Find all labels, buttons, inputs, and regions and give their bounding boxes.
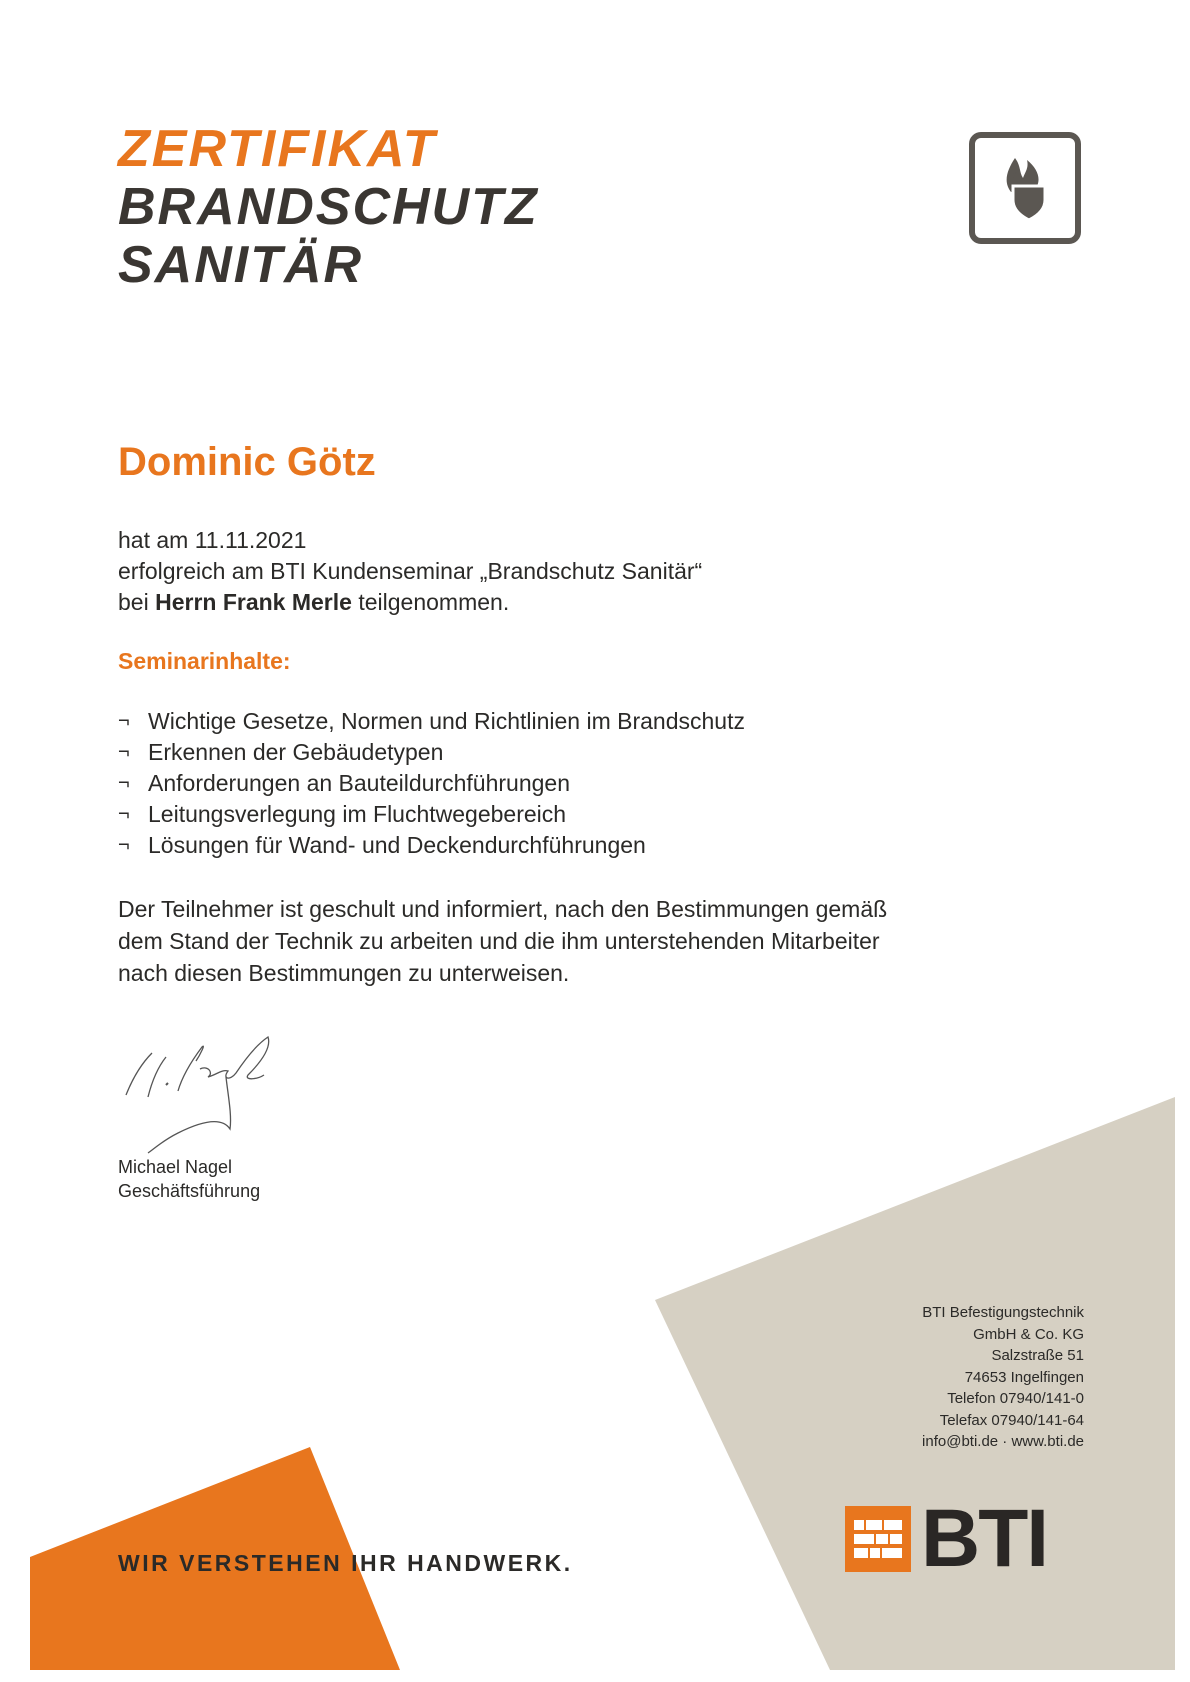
company-street: Salzstraße 51 [991, 1347, 1084, 1364]
company-phone: Telefon 07940/141-0 [947, 1390, 1084, 1407]
list-item [118, 799, 745, 830]
bti-logo [845, 1493, 1085, 1584]
bullet-icon: ¬ [118, 710, 130, 732]
topic-text: Wichtige Gesetze, Normen und Richtlinien im Brandschutz [148, 708, 745, 734]
company-fax: Telefax 07940/141-64 [939, 1411, 1084, 1429]
company-line-2: GmbH & Co. KG [973, 1325, 1084, 1343]
date-line [118, 525, 702, 556]
seminar-line: erfolgreich am BTI Kundenseminar „Brandschutz Sanitär“ [118, 558, 703, 584]
topic-text: Anforderungen an Bauteildurchführungen [148, 770, 570, 796]
seminar-heading: Seminarinhalte: [118, 648, 291, 674]
conclusion-line-3: nach diesen Bestimmungen zu unterweisen. [118, 960, 570, 986]
instructor-prefix: bei [118, 589, 149, 615]
instructor-suffix: teilgenommen. [358, 589, 510, 615]
topic-text: Leitungsverlegung im Fluchtwegebereich [148, 801, 567, 827]
bti-logo-text: BTI [921, 1493, 1048, 1584]
intro-text [118, 525, 702, 618]
fire-shield-icon [969, 132, 1081, 244]
list-item [118, 768, 745, 799]
instructor-line [118, 587, 702, 618]
list-item [118, 737, 745, 768]
company-address [922, 1302, 1084, 1453]
slogan: WIR VERSTEHEN IHR HANDWERK. [118, 1550, 573, 1576]
fire-shield-icon-graphic [993, 152, 1057, 224]
topic-text: Lösungen für Wand- und Deckendurchführungen [148, 832, 646, 858]
conclusion-line-1: Der Teilnehmer ist geschult und informiert, nach den Bestimmungen gemäß [118, 896, 888, 922]
instructor-name: Herrn Frank Merle [155, 589, 352, 615]
bullet-icon: ¬ [118, 834, 130, 856]
signer-name: Michael Nagel [118, 1157, 233, 1177]
list-item [118, 706, 745, 737]
title-line-2: BRANDSCHUTZ [118, 178, 539, 236]
title-line-1: ZERTIFIKAT [118, 120, 437, 178]
conclusion-line-2: dem Stand der Technik zu arbeiten und die ihm unterstehenden Mitarbeiter [118, 928, 880, 954]
date-prefix: hat am [118, 527, 189, 553]
bullet-icon: ¬ [118, 803, 130, 825]
seminar-topics-list [118, 706, 745, 861]
title-line-3: SANITÄR [118, 236, 364, 294]
bullet-icon: ¬ [118, 772, 130, 794]
signature-image [118, 1025, 298, 1155]
list-item [118, 830, 745, 861]
certificate-title [118, 120, 539, 294]
bti-logo-mark-icon [845, 1506, 911, 1572]
seminar-date: 11.11.2021 [194, 527, 307, 553]
beige-triangle [655, 1097, 1175, 1670]
conclusion-text [118, 893, 1018, 989]
recipient-name: Dominic Götz [118, 440, 376, 484]
company-city: 74653 Ingelfingen [964, 1368, 1084, 1386]
signer-block [118, 1155, 260, 1203]
topic-text: Erkennen der Gebäudetypen [148, 739, 444, 765]
bullet-icon: ¬ [118, 741, 130, 763]
signer-role: Geschäftsführung [118, 1181, 261, 1201]
company-line-1: BTI Befestigungstechnik [922, 1304, 1084, 1321]
company-web: info@bti.de · www.bti.de [922, 1433, 1084, 1450]
